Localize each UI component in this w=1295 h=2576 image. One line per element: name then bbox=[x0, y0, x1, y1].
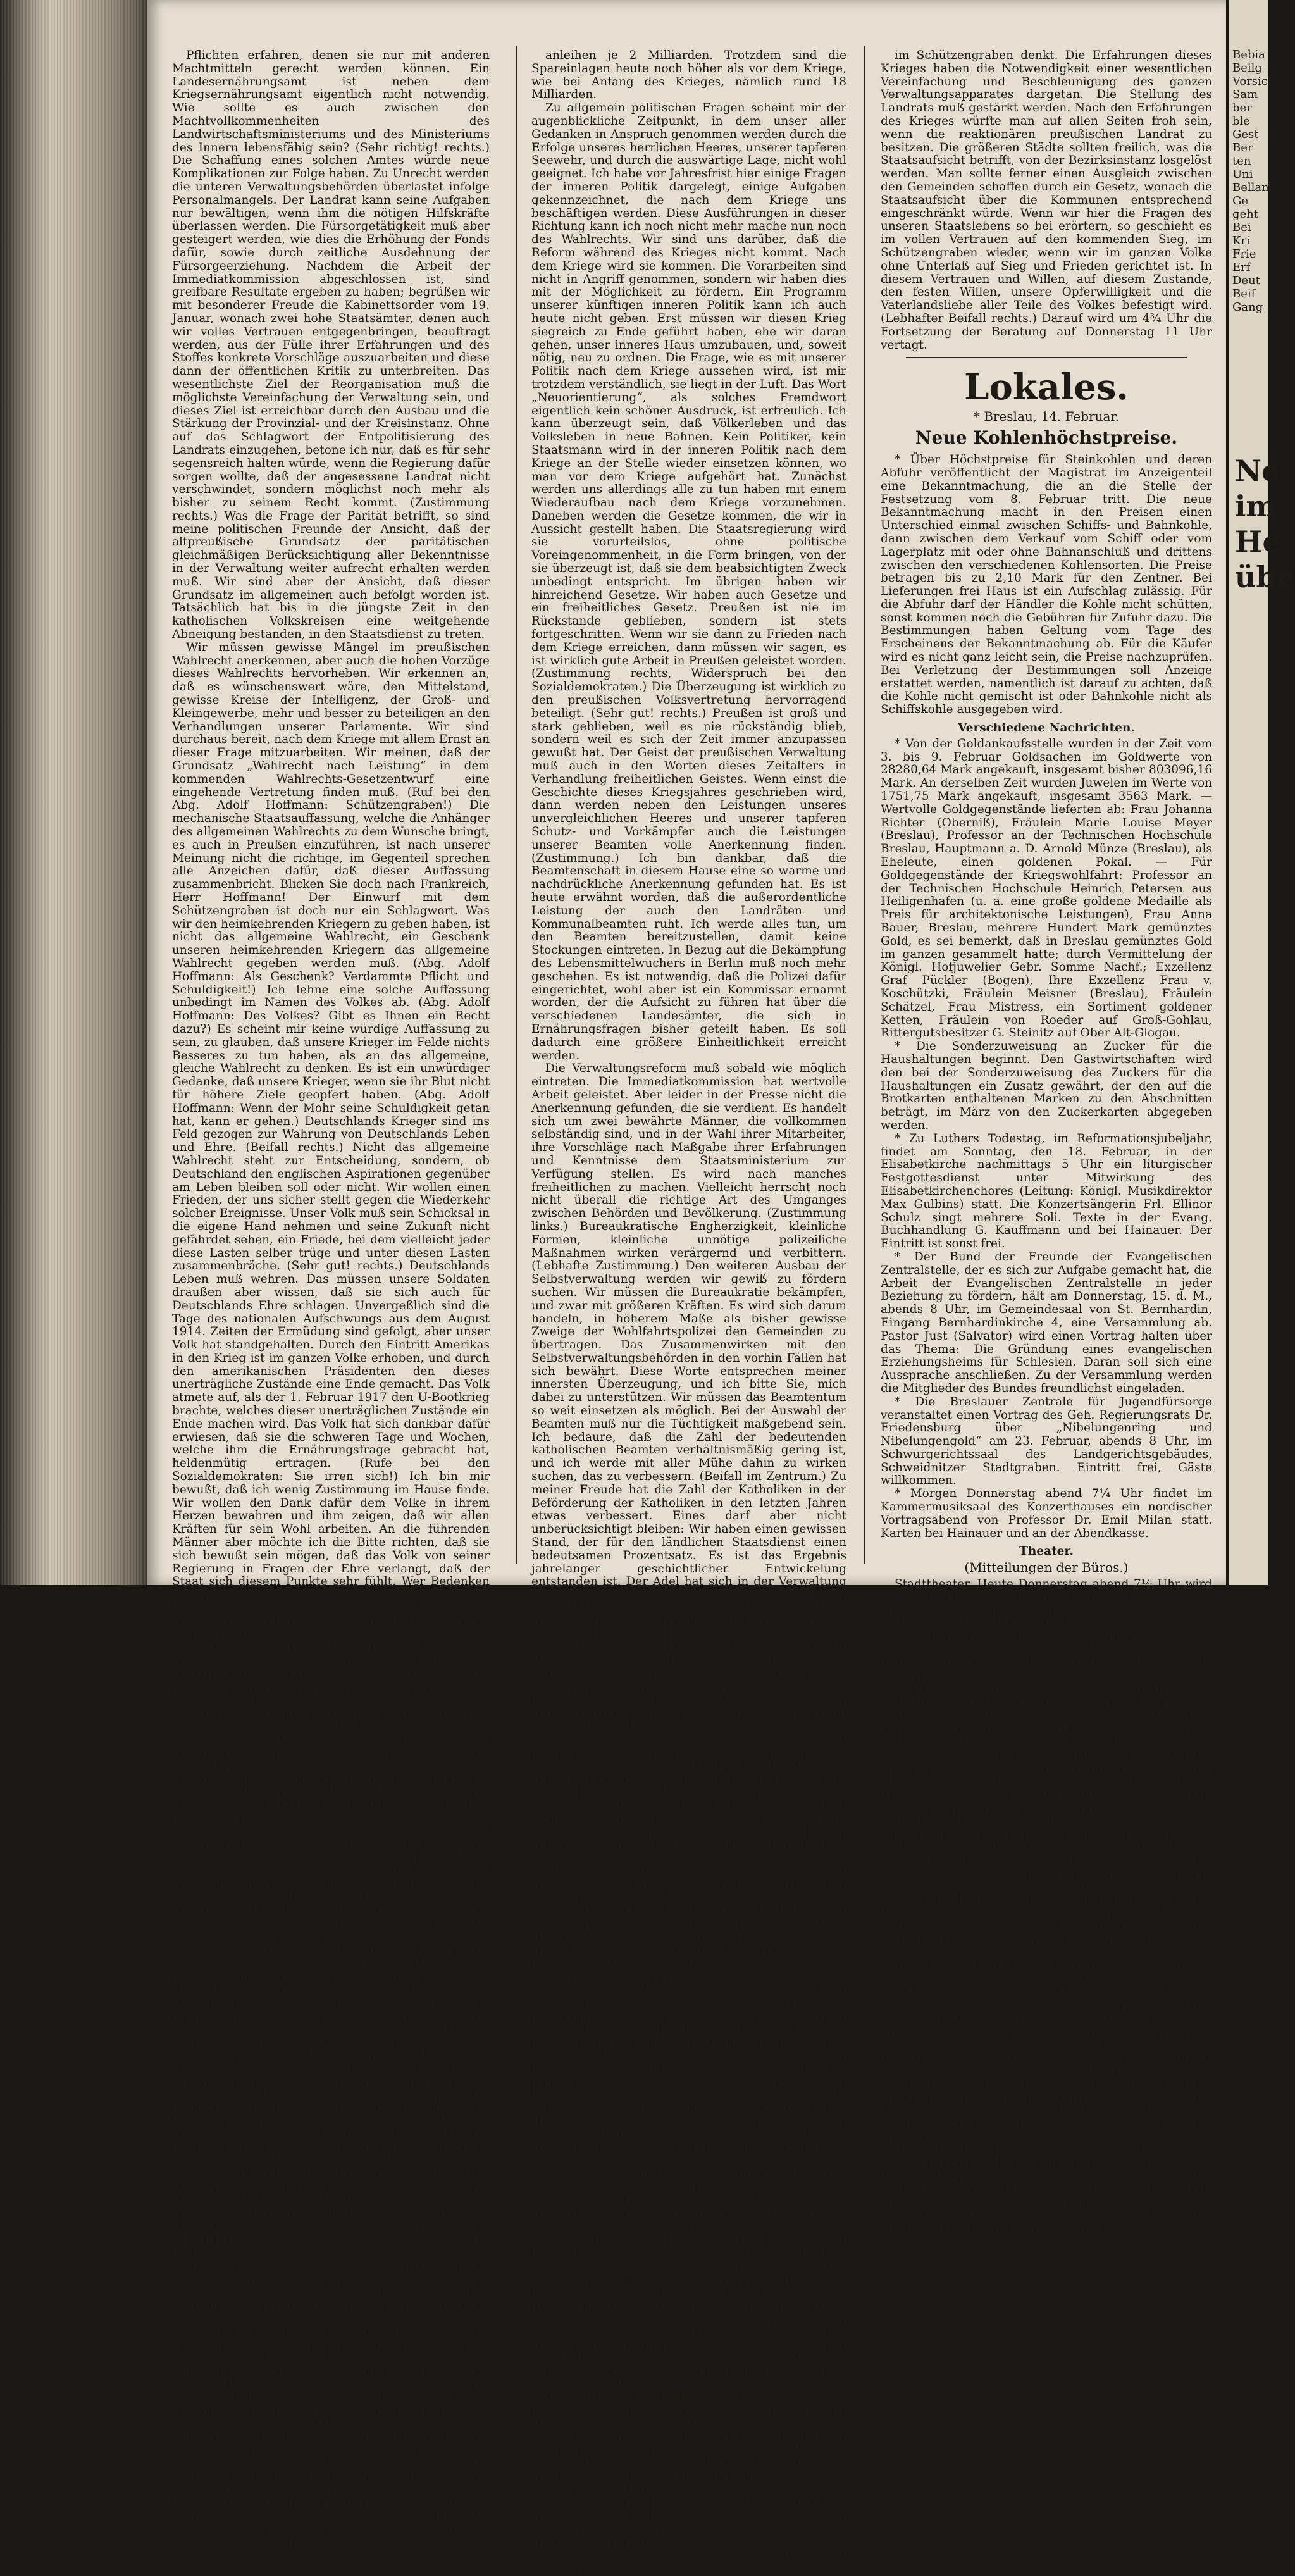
section-divider bbox=[906, 357, 1187, 358]
column-rule bbox=[864, 46, 865, 1564]
strip-line: Gest bbox=[1232, 128, 1259, 141]
paragraph: [Orchesterverein.] Das Frankfurter Vokalquartett, bestehend aus den Damen Emma Bellwidt, Mimi Zaller und den Herren Heinrich Kühlborn, Georg Nieratzki, das am Dienstag, den 17. Februar, im fünften Kammermusikabend des Breslauer Orchestervereins das Deutsche Volksliederspiel von Hermann bringt, wird alte, im vergangenen und gegenwärtigen Jahrhundert, Werke zu Gehör bringen. Der Zeitpunkt des Ereignisses ist ein Volksliederabend. — Im 6. Nachmittag-Symphonie-Konzert wirkt unter Leitung und unter Mitwirkung des Herrn Alfred Vog, Gesang Marie von Mozart, sowie Lieder am Klavier von Schumann und Wagner. Am Klavier Frau Käthe Strauch. bbox=[881, 1959, 1212, 2144]
strip-line: Erf bbox=[1232, 261, 1251, 274]
strip-line: ble bbox=[1232, 115, 1250, 128]
article-headline: Neue Kohlenhöchstpreise. bbox=[915, 427, 1178, 449]
strip-line: ber bbox=[1232, 101, 1252, 115]
news-item: * Von der Goldankaufsstelle wurden in der Zeit vom 3. bis 9. Februar Goldsachen im Goldwerte von 28280,64 Mark angekauft, insgesamt bisher 803096,16 Mark. An derselben Zeit wurden Juwelen im Werte von 1751,75 Mark angekauft, insgesamt 3563 Mark. — Wertvolle Goldgegenstände lieferten ab: Frau Johanna Richter (Oberniß), Fräulein Marie Louise Meyer (Breslau), Professor an der Technischen Hochschule Breslau, Hauptmann a. D. Arnold Münze (Breslau), als Eheleute, einen goldenen Pokal. — Für Goldgegenstände der Kriegswohlfahrt: Professor an der Technischen Hochschule Heinrich Petersen aus Heiligenhafen (u. a. eine große goldene Medaille als Preis für architektonische Leistungen), Frau Anna Bauer, Breslau, mehrere Hundert Mark gemünztes Gold, es sei bemerkt, daß in Breslau gemünztes Gold im ganzen gesammelt hatte; durch Vermittelung der Königl. Hofjuwelier Gebr. Somme Nachf.; Exzellenz Graf Pückler (Bogen), Ihre Exzellenz Frau v. Koschützki, Fräulein Meisner (Breslau), Fräulein Schätzel, Frau Mistress, ein Sortiment goldener Ketten, Fräulein von Roeder auf Groß-Gohlau, Rittergutsbesitzer G. Steinitz auf Ober Alt-Glogau. bbox=[881, 737, 1212, 1040]
theater-item: Stadttheater. Heute Donnerstag abend 7½ Uhr wird „Die Hugenotten“ gegeben. Morgen abend 7½ Uhr gelangt Verdis „Rigoletto“ und Sonnabend abend 7 Uhr „Lohengrin“ zur Aufführung. Für Sonntag abend 7 Uhr ist „Tannhäuser“ angesetzt. Montag 7½ Uhr Vereinsvorstellung „Othello“ und Dienstag abend 7½ Uhr zum ersten Male „Das höllische Gold“ von Julius Bittner. bbox=[881, 1577, 1212, 1683]
strip-heading: Ne bbox=[1235, 454, 1280, 488]
subsection-title: Verschiedene Nachrichten. bbox=[958, 721, 1135, 735]
paragraph: Die Verwaltungsreform muß sobald wie möglich eintreten. Die Immediatkommission hat wertvolle Arbeit geleistet. Aber leider in der Presse nicht die Anerkennung gefunden, die sie verdient. Es handelt sich um zwei bewährte Männer, die vollkommen selbständig sind, und in der Wahl ihrer Mitarbeiter, ihre Vorschläge nach Maßgabe ihrer Erfahrungen und Kenntnisse dem Staatsministerium zur Verfügung stellen. Es wird nach manches freiheitlichen zu machen. Vielleicht herrscht noch nicht überall die richtige Art des Umganges zwischen Behörden und Bevölkerung. (Zustimmung links.) Bureaukratische Engherzigkeit, kleinliche Formen, kleinliche unnötige polizeiliche Maßnahmen wirken verärgernd und verbittern. (Lebhafte Zustimmung.) Den weiteren Ausbau der Selbstverwaltung werden wir gewiß zu fördern suchen. Wir müssen die Bureaukratie bekämpfen, und zwar mit größeren Kräften. Es wird sich darum handeln, in höherem Maße als bisher gewisse Zweige der Wohlfahrtspolizei den Gemeinden zu übertragen. Das Zusammenwirken mit den Selbstverwaltungsbehörden in den vorhin Fällen hat sich bewährt. Diese Worte entsprechen meiner innersten Überzeugung, und ich bitte Sie, mich dabei zu unterstützen. Wir müssen das Beamtentum so weit einsetzen als möglich. Bei der Auswahl der Beamten muß nur die Tüchtigkeit maßgebend sein. Ich bedaure, daß die Zahl der bedeutenden katholischen Beamten verhältnismäßig gering ist, und ich werde mit aller Mühe dahin zu wirken suchen, das zu verbessern. (Beifall im Zentrum.) Zu meiner Freude hat die Zahl der Katholiken in der Beförderung der Katholiken in den letzten Jahren etwas verbessert. Eines darf aber nicht unberücksichtigt bleiben: Wir haben einen gewissen Stand, der für den ländlichen Staatsdienst einen bedeutsamen Prozentsatz. Es ist das Ergebnis jahrelanger geschichtlicher Entwickelung entstanden ist. Der Adel hat sich in der Verwaltung ausgezeichnet bewährt. Ein großer Anzahl von Verwaltungsbeamten rekrutiert sich aus Familien, die seit Jahrhunderten dem Staate Beamte geliefert haben. Aber trotzdem bleibt bestehen, daß vorurteilslose Gerechtigkeit walten muß, daß bei der Auswahl lediglich die Tüchtigkeit die maßgebende Grundlage sein muß. Man muß mit Gefühl der Dankbarkeit auf das preußische Beamtentum sehen, daß preußischen Staatseinrichtungen in den gewaltigen Stürmer der Zeit so glänzend bewährt haben. Wir können stolz sein auf das, was sie vor dem Kriege vorher im Frieden, was sie im Kriege geleistet. Das, was unsere ganze Welt im Widerstand leisten läßt. Die diejenigen Kräfte sein müssen, die für die Zukunft vorbehalten werden. Wenn die Erfahrungen dieses Krieges eine größere Zukunft wirken werden, dann wird die preußische Staatsverwaltung das hohe Werk unserer preußischen und deutschen monarchischen Staatseinrichtungen hervorbringen. Das hochherzige Friedensangebot der Zentralmächte ist von unseren Feinden in unerhörter Form und kaum glaublicher Verblendung zurückgewiesen worden. Die Antwort des Kaisers sprach über das deutsche Volk, und durch den Aufruf unseres Kaisers an den Armeebefehl und was das deutsche Volk. Das deutsche Volk wird der Mahnung des Kaisers folgen und wird ihm folgen. Unsere Feinde sind jetzt zu erkennen, daß wir Deutsche sind. (Lebhafter Beifall.) bbox=[531, 1062, 846, 1984]
paragraph: Abg. Frhr. v. Zedlitz (freikons.): Wenn im nächsten Wirtschaftsjahre eine andere Preispolitik zur Durchführung gelangt, die nicht von dem Wirtschaftsgesetze die Tendenz bestimmt ist, die Preise niedrig zu halten, so werden wir einen Schritt vorwärts gekommen sein. Wir müssen nunmehr den Preis festsetzen für die Kriegswirtschaft. Die Einrichtung eines preußischen Ernährungskommissars für die Kriegswirtschaft halten wir für sehr zweckmäßig. Wir gedenken, daß dieser neue Einrichtung der Einheit, in den Verfassung und in die innere Zusammenwirkung mit den Formen der Verfassung liegt. Mit der Kriegszeit abschließend, der des in den Stand setzt, den Krieg siegreich zu beendigen. Wenn von liberaler Seite jetzt im Reiche die Änderung eines parlamentarischen Systems verlangt wird, so müssen wir uns dagegen aufs entschiedenste wehren. Ich glaube aber, daß die Regierung von der Frage einer Verfassungsänderung, die durch 50 Jahre bewährte Erbe Bismarcks nicht aufgeben. Gerade wenn man den preußischen Einfluß schwächen würde, so würde man den Einfluß des Reiches schwächen. Deutschland würde dann in der Hauptsache ein Großpreußen sein. Ein solches Vorgehen würde dem Sinne der Reichsverfassung widersprechen. Die Äußerungen des Abg. Korfanty mit den Generalkommandos bei den Bundesstaaten schädigt werden. Solche Äußerungen jedenfalls mit äußerster Vorsicht und können in diesem Sinne nicht zur Wahrheit. Die Neuordnung der Wahlrechtsfrage kann auf keinen Fall während der Kriegszeit erfolgen. Sie muß und wird aber nach dem Kriege kommen, und ganz sicher sehr schwer zu lösen. Wir haben bei unserem Programm so ein Programm, neue, große Aufgaben und Bedürfnisse angezeigt sein. Die Kulturaufgaben, die der preußische Staat zu erfüllen hat, lassen sich nicht mit einer Willkür erreichen. Sie müssen wir ausüben, wie es uns zeigt. Wir sind verpflichtet, mitzuarbeiten für die Bedürfnisse. (Zuruf bei den Soz., Abg. Adolf Hoffmann.) Wir stehen für König und Vaterland in die Schanze geschlagen. Ich trage heute noch die Spuren davon an Hand und Kopf. Ich weiß, wie man bbox=[531, 1983, 846, 2576]
strip-heading: übe bbox=[1235, 560, 1295, 594]
strip-line: Beilg bbox=[1232, 61, 1262, 75]
subsection-subtitle: (Mitteilungen der Büros.) bbox=[964, 1560, 1129, 1576]
news-item: * Die Sonderzuweisung an Zucker für die Haushaltungen beginnt. Den Gastwirtschaften wird den bei der Sonderzuweisung des Zuckers für die Haushaltungen ein Zusatz gewährt, der den auf die Brotkarten enthaltenen Marken zu den Abschnitten beträgt, im März von den Zuckerkarten abgegeben werden. bbox=[881, 1040, 1212, 1132]
news-item: * Zu Luthers Todestag, im Reformationsjubeljahr, findet am Sonntag, den 18. Februar, in der Elisabetkirche nachmittags 5 Uhr ein liturgischer Festgottesdienst unter Mitwirkung des Elisabetkirchenchores (Leitung: Königl. Musikdirektor Max Gulbins) statt. Die Konzertsängerin Frl. Ellinor Schulz singt mehrere Soli. Texte in der Evang. Buchhandlung G. Kauffmann und bei Hainauer. Der Eintritt ist sonst frei. bbox=[881, 1131, 1212, 1251]
strip-line: Ber bbox=[1232, 141, 1253, 154]
news-item: * Die Breslauer Zentrale für Jugendfürsorge veranstaltet einen Vortrag des Geh. Regierungsrats Dr. Friedensburg über „Nibelungenring und Nibelungengold“ am 23. Februar, abends 8 Uhr, im Schwurgerichtssaal des Landgerichtsgebäudes, Schweidnitzer Stadtgraben. Eintritt frei, Gäste willkommen. bbox=[881, 1395, 1212, 1488]
strip-line: geht bbox=[1232, 208, 1259, 221]
theater-item: Schauspielhaus (Operettenbühne). Heute Donnerstag und Freitag: „Die lustigen Nibelungen“. Sonnabend: „Das Dreimäderlhaus“. Sonntag nachmittag „Die lustigen Nibelungen“, abends „Die Kaiserin“. bbox=[881, 1893, 1212, 1960]
paragraph: Minister des Innern von Loebell: Die Kriegsarbeit ist getragen von der zwingenden Notwendigkeit, daß jeder an seinem Teil mit dazu beitrage, diesen Krieg zu einem unserer Wohlfahrt und Sicherheit gewährleistenden Abschluß zu bringen. Es waren manche einschneidende Anordnungen notwendig, die die persönliche Freiheit vielfach beschränken. Wir haben dabei natürlich nach Möglichkeit den Verhältnissen der Erwerbstände Rechnung getragen. Auch jetzt sind wiederum neue Anordnungen notwendig geworden mit Rücksicht auf die Erschwerung der Kohlennot. Nachdem solche Maßnahmen immer in weiteren Kreisen sie unvermeidlich waren. Für das Theater- und Kinowesen sind einschneidende Zensurbestimmungen erlassen. Die dabei befolgten Grundsätze haben sich bewährt. Doch ist Theaterzensur ein wirkt hat, ein wirkt hat, ist die große Zahl der in Berlin verbotenen Stücke. Gegen das Plakatunwesen ist mit Erfolg eingeschritten worden. Sollte es auf dem Wege der Reichsgesetzgebung nicht gelingen, die Kino-Unternehmungen der Konzessionspflicht zu unterwerfen, so wird man den Weg der Reichsverordnung oder durch Polizeiverordnung oder durch Landesgesetz einschreiten können. Was das Berliner Leben anbetrifft, so hat man vielfach in der Kommission darüber geklagt, daß die Auswüchse unter der Berliner Bevölkerung in der Presse stark übertrieben sind. Die Berliner Bevölkerung hat sich dem Ernste der Zeit in ihrem Verhalten würdig angepaßt. Wir können die Auswüchse nicht der Berliner Bevölkerung zur Last legen, sondern vielfach den dielen Fremden, die sich in Berlin aufhalten. Durch Verordnung des Bundesrats ist ein allgemeiner Zusammenbruch des Hausbesitzes verhindert worden. Die Bundesratsverordnung, welche vor dem Kriege erlassen worden ist, hat sich bewährt. Der Richter wird es unter allen Umständen erhalten. Das Mietseinigungsamt muß, wenn sie notwendig sind, eine Stundung aussprechen. Es empfiehlt sich diese Gesetz befristet zu erlassen. Was die Hypothekennot angeht, so haben wir es hier zu tun mit Personen, die nicht durch das Gesetz geschützt sind; diese müssen wir durch Kredit zu helfen suchen; Realkredits lassen mir nach Kräften angelegen sein. Man hat darüber beklagt, daß die Mieteeinnahmen der Gemeinden abhängig gemacht worden sind von dem Mietsnachlaß der Grundbesitzer. Ich glaube nicht, daß in den Gemeinden nicht auf diesem Wege vor dieser Forderung Abstand genommen wird. Auf unsere Sparkassen können wir stolz sein: 8,7 Milliarden haben sie für die Kriegsanleihen gezeichnet, für die beiden letzten Kriegs- bbox=[172, 1825, 490, 2549]
column-1 bbox=[172, 49, 490, 2549]
adjacent-page-text bbox=[1229, 0, 1295, 595]
paragraph: anleihen je 2 Milliarden. Trotzdem sind die Spareinlagen heute noch höher als vor dem Kriege, wie bei Anfang des Krieges, nämlich rund 18 Milliarden. bbox=[531, 49, 846, 102]
news-item: * Morgen Donnerstag abend 7¼ Uhr findet im Kammermusiksaal des Konzerthauses ein nordischer Vortragsabend von Professor Dr. Emil Milan statt. Karten bei Hainauer und an der Abendkasse. bbox=[881, 1487, 1212, 1540]
strip-line: Bei bbox=[1232, 221, 1251, 234]
paragraph: Wir müssen gewisse Mängel im preußischen Wahlrecht anerkennen, aber auch die hohen Vorzüge dieses Wahlrechts hervorheben. Wir erkennen an, daß es wünschenswert wäre, den Mittelstand, gewisse Kreise der Intelligenz, der Groß- und Kleingewerbe, mehr und besser zu beteiligen an den Verhandlungen unserer Parlamente. Wir sind durchaus bereit, nach dem Kriege mit allem Ernst an dieser Frage mitzuarbeiten. Wir meinen, daß der Grundsatz „Wahlrecht nach Leistung“ in dem kommenden Wahlrechts-Gesetzentwurf eine eingehende Vertretung finden muß. (Ruf bei den Abg. Adolf Hoffmann: Schützengraben!) Die mechanische Staatsauffassung, welche die Anhänger des allgemeinen Wahlrechts zu dem Wunsche bringt, es auch in Preußen einzuführen, ist nach unserer Meinung nicht die richtige, im Gegenteil sprechen alle Anzeichen dafür, daß dieser Auffassung zusammenbricht. Blicken Sie doch nach Frankreich, Herr Hoffmann! Der Einwurf mit dem Schützengraben ist doch nur ein Schlagwort. Was wir den heimkehrenden Kriegern zu geben haben, ist nicht das allgemeine Wahlrecht, ein Geschenk unseren heimkehrenden Kriegern das allgemeine Wahlrecht gegeben werden muß. (Abg. Adolf Hoffmann: Als Geschenk? Verdammte Pflicht und Schuldigkeit!) Ich lehne eine solche Auffassung unbedingt im Namen des Volkes ab. (Abg. Adolf Hoffmann: Des Volkes? Gibt es Ihnen ein Recht dazu?) Es scheint mir keine würdige Auffassung zu sein, zu glauben, daß unsere Krieger im Felde nichts Besseres zu tun haben, als an das allgemeine, gleiche Wahlrecht zu denken. Es ist ein unwürdiger Gedanke, daß unsere Krieger, wenn sie ihr Blut nicht für höhere Ziele geopfert haben. (Abg. Adolf Hoffmann: Wenn der Mohr seine Schuldigkeit getan hat, kann er gehen.) Deutschlands Krieger sind ins Feld gezogen zur Wahrung von Deutschlands Leben und Ehre. (Beifall rechts.) Nicht das allgemeine Wahlrecht steht zur Entscheidung, sondern, ob Deutschland den englischen Aspirationen gegenüber am Leben bleiben soll oder nicht. Wir wollen einen Frieden, der uns sicher stellt gegen die Wiederkehr solcher Ereignisse. Unser Volk muß sein Schicksal in die eigene Hand nehmen und seine Zukunft nicht gefährdet sehen, ein Friede, bei dem vielleicht jeder diese Lasten selber trüge und unter diesen Lasten zusammenbräche. (Sehr gut! rechts.) Deutschlands Leben muß wehren. Das müssen unsere Soldaten draußen aber wissen, daß sie sich auch für Deutschlands Ehre schlagen. Unvergeßlich sind die Tage des nationalen Aufschwungs aus dem August 1914. Zeiten der Ermüdung sind gefolgt, aber unser Volk hat standgehalten. Durch den Eintritt Amerikas in den Krieg ist im ganzen Volke erhoben, und durch den amerikanischen Präsidenten den dieses unerträgliche Zustände eine Ende gemacht. Das Volk atmete auf, als der 1. Februar 1917 den U-Bootkrieg brachte, welches dieser unerträglichen Zustände ein Ende machen wird. Das Volk hat sich dankbar dafür erwiesen, daß sie die schweren Tage und Wochen, welche ihm die Ernährungsfrage gebracht hat, heldenmütig ertragen. (Rufe bei den Sozialdemokraten: Sie irren sich!) Ich bin mir bewußt, daß ich wenig Zustimmung im Hause finde. Wir wollen den Dank dafür dem Volke in ihrem Herzen bewahren und ihm zeigen, daß wir allen Kräften für sein Wohl arbeiten. An die führenden Männer aber möchte ich die Bitte richten, daß sie sich bewußt sein mögen, daß das Volk von seiner Regierung in Fragen der Ehre verlangt, daß der Staat sich diesem Punkte sehr fühlt. Wer Bedenken hat gegen einen Staatsmann, der den höchsten Begriffen von deutscher und preußischer Ehre in den gegenwärtigen Streitfragen nicht Rechnung trägt. Heil dem Staatsmann, der bereit ist, über die Schwierigkeiten der Stunde hinaus mit festem, unbeirrbarem Griff das Nötige zu tun, um Preußens und Deutschlands Ehre zu wahren, und mit aller Energie dem Volke den Sieg zu bringen, er wird Vertrauen haben und an allen Opfern Anspruch haben. Der Staatsmann, der dies gelingt, wird auch das größte Gut erwerben, das der Staat zu vergeben hat: das Vertrauen des Volkes. Vertrauen kann nicht in einem Augenblick erzeugt werden. Wenn den berechtigten Anforderungen des Volkes Rechnung getragen wird in der entscheidenden Stunde, der wird stets Vertrauen und wird Deutschland einer glücklichen Zukunft entgegenführen. (Lebhafter Beifall rechts.) bbox=[172, 640, 490, 1826]
strip-line: Beif bbox=[1232, 287, 1256, 301]
strip-line: Frie bbox=[1232, 247, 1256, 261]
book-binding bbox=[0, 0, 147, 1585]
newspaper-page bbox=[147, 0, 1226, 2576]
strip-line: Bellan bbox=[1232, 181, 1269, 194]
strip-line: Uni bbox=[1232, 168, 1253, 181]
paragraph: Zu allgemein politischen Fragen scheint mir der augenblickliche Zeitpunkt, in dem unser aller Gedanken in Anspruch genommen werden durch die Erfolge unseres herrlichen Heeres, unserer tapferen Seewehr, und durch die auswärtige Lage, nicht wohl geeignet. Ich habe vor Jahresfrist hier einige Fragen der inneren Politik dargelegt, einige Aufgaben gekennzeichnet, die nach dem Kriege uns beschäftigen werden. Diese Ausführungen in dieser Richtung kann ich noch nicht mehr mache nun noch des Wahlrechts. Wir sind uns darüber, daß die Reform während des Krieges nicht kommt. Nach dem Kriege wird sie kommen. Die Vorarbeiten sind nicht in Angriff genommen, sondern wir haben dies mit der Möglichkeit zu fördern. Ein Programm unserer künftigen inneren Politik kann ich auch heute nicht geben. Erst müssen wir diesen Krieg siegreich zu Ende geführt haben, ehe wir daran gehen, unser inneres Haus umzubauen, und, soweit nötig, neu zu ordnen. Die Frage, wie es mit unserer Politik nach dem Kriege aussehen wird, ist mir trotzdem verständlich, sie liegt in der Luft. Das Wort „Neuorientierung“, als solches Fremdwort eigentlich kein schöner Ausdruck, ist erfreulich. Ich kann überzeugt sein, daß Völkerleben und das Volksleben in neue Bahnen. Kein Politiker, kein Staatsmann wird in der inneren Politik nach dem Kriege an der Stelle wieder einsetzen können, wo man vor dem Kriege aufgehört hat. Zunächst werden uns allerdings alle zu tun haben mit einem Wiederaufbau nach dem Kriege vorzunehmen. Daneben werden die Gesetze kommen, die wir in Aussicht gestellt haben. Die Staatsregierung wird sie vorurteilslos, ohne politische Voreingenommenheit, in die Form bringen, von der sie überzeugt ist, daß sie dem beabsichtigten Zweck unbedingt entspricht. Im übrigen haben wir hinreichend Gesetze. Wir haben auch Gesetze und ein freiheitliches Gesetz. Preußen ist nie im Rückstande geblieben, sondern ist stets fortgeschritten. Wenn wir sie dann zu Frieden nach dem Kriege erreichen, dann müssen wir sagen, es ist wirklich gute Arbeit in Preußen geleistet worden. (Zustimmung rechts, Widerspruch bei den Sozialdemokraten.) Die Überzeugung ist wirklich zu den preußischen Volksvertretung hervorragend beteiligt. (Sehr gut! rechts.) Preußen ist groß und stark geblieben, weil es nie rückständig blieb, sondern weil es sich der Zeit immer anzupassen gewußt hat. Der Geist der preußischen Verwaltung muß auch in den Worten dieses Zeitalters in Verhandlung freiheitlichen Geistes. Wenn einst die Geschichte dieses Kriegsjahres geschrieben wird, dann werden neben den Leistungen unseres unvergleichlichen Heeres und unserer tapferen Schutz- und Vorkämpfer auch die Leistungen unserer Beamten volle Anerkennung finden. (Zustimmung.) Ich bin dankbar, daß die Beamtenschaft in diesem Hause eine so warme und nachdrückliche Anerkennung gefunden hat. Es ist heute erwähnt worden, daß die außerordentliche Leistung der auch den Landräten und Kommunalbeamten ruht. Ich werde alles tun, um den Beamten bereitzustellen, damit keine Stockungen eintreten. In Bezug auf die Bekämpfung des Lebensmittelwuchers in Berlin muß noch mehr geschehen. Es ist notwendig, daß die Polizei dafür eingerichtet, wohl aber ist ein Kommissar ernannt worden, der die Aufsicht zu führen hat über die verschiedenen Landesämter, die sich in Ernährungsfragen bisher geteilt haben. Es soll dadurch eine größere Einheitlichkeit erreicht werden. bbox=[531, 101, 846, 1062]
subsection-title: Theater. bbox=[1019, 1545, 1074, 1559]
strip-line: Kri bbox=[1232, 234, 1250, 247]
strip-line: Ge bbox=[1232, 194, 1249, 208]
section-title: Lokales. bbox=[964, 366, 1129, 409]
strip-heading: im bbox=[1235, 489, 1277, 523]
column-rule bbox=[516, 46, 517, 1564]
column-3 bbox=[881, 49, 1212, 2236]
strip-line: Bebia bbox=[1232, 48, 1265, 61]
strip-line: Sam bbox=[1232, 88, 1258, 101]
paragraph: Pflichten erfahren, denen sie nur mit anderen Machtmitteln gerecht werden können. Ein Landesernährungsamt ist neben dem Kriegsernährungsamt eigentlich nicht notwendig. Wie sollte es auch zwischen den Machtvollkommenheiten des Landwirtschaftsministeriums und des Ministeriums des Innern lebensfähig sein? (Sehr richtig! rechts.) Die Schaffung eines solchen Amtes würde neue Komplikationen zur Folge haben. Zu Unrecht werden die unteren Verwaltungsbehörden überlastet infolge Personalmangels. Der Landrat kann seine Aufgaben nur bewältigen, wenn ihm die nötigen Hilfskräfte überlassen werden. Die Fürsorgetätigkeit muß aber gesteigert werden, wie dies die Erhöhung der Fonds dafür, sowie durch zeitliche Ausdehnung der Fürsorgeerziehung. Nachdem die Arbeit der Immediatkommission abgeschlossen ist, sind greifbare Resultate ergeben zu haben; begrüßen wir mit besonderer Freude die Kabinettsorder vom 19. Januar, wonach zwei hohe Staatsämter, denen auch wir volles Vertrauen entgegenbringen, beauftragt werden, aus der Fülle ihrer Erfahrungen und des Stoffes konkrete Vorschläge auszuarbeiten und diese dann der öffentlichen Kritik zu unterbreiten. Das wesentlichste Ziel der Reorganisation muß die möglichste Vereinfachung der Verwaltung sein, und dieses Ziel ist erreichbar durch den Ausbau und die Stärkung der Provinzial- und der Kreisinstanz. Ohne auf das Schlagwort der Entpolitisierung des Landrats einzugehen, betone ich nur, daß es für sehr segensreich halten würde, wenn die Regierung dafür sorgen wollte, daß der angesessene Landrat nicht verschwindet, sondern möglichst noch mehr als bisher zu seinem Recht kommt. (Zustimmung rechts.) Was die Frage der Parität betrifft, so sind meine politischen Freunde der Ansicht, daß der altpreußische Grundsatz der paritätischen gleichmäßigen Berücksichtigung aller Bekenntnisse in der Verwaltung weiter aufrecht erhalten werden muß. Wir sind aber der Ansicht, daß dieser Grundsatz im allgemeinen auch befolgt worden ist. Tatsächlich hat bis in die jüngste Zeit in den katholischen Volkskreisen eine weitgehende Abneigung bestanden, in den Staatsdienst zu treten. bbox=[172, 49, 490, 642]
strip-heading: He bbox=[1235, 525, 1281, 559]
adjacent-page-strip bbox=[1226, 0, 1295, 1585]
theater-item: Lobetheater. Heute abend ½ 8 Uhr zum dritten Male „Liliom“, Vorstadtlegende in sieben Bildern von Franz Molnar. Freitag abend ½ 8 Uhr zum siebenten Male Ludwig Fuldas Lustspiel „Die verlorene Tochter“. Sonnabend abend „Der Leibgardist“, Komödie in drei Akten von Franz Molnar, in welchem Gustav Hartung die Hauptrolle spielt. In den anderen Hauptrollen sind die Damen Carla Holm und Valeska Stock und die Herren Michael Bohnen und Willy Wolf beschäftigt. Der Sonntag nachmittags 3 Uhr „In weißen Rößl“. bbox=[881, 1683, 1212, 1815]
strip-line: ten bbox=[1232, 154, 1251, 168]
dateline: * Breslau, 14. Februar. bbox=[973, 409, 1120, 425]
column-2 bbox=[531, 49, 846, 2576]
theater-item: Thaliatheater. Heute 7½ Uhr Abonnementsvorstellung Benedix' Lustspiel „Die zärtlichen Verwandten“. Freitag und Sonnabend abend „Was ihr wollt“ von Shakespeare. Sonntag nachmittag 3½ Uhr „Die Schmetterlingsschlacht“, abends „Heimat“ von Hermann Sudermann. bbox=[881, 1814, 1212, 1894]
paragraph: im Schützengraben denkt. Die Erfahrungen dieses Krieges haben die Notwendigkeit einer wesentlichen Vereinfachung und Beschleunigung des ganzen Verwaltungsapparates dargetan. Die Stellung des Landrats muß gestärkt werden. Nach den Erfahrungen des Krieges würfte man auf allen Seiten froh sein, wenn die reaktionären preußischen Landrat zu besitzen. Die größeren Städte sollten freilich, was die Staatsaufsicht betrifft, von der Bezirksinstanz losgelöst werden. Man sollte ferner einen Ausgleich zwischen den Gemeinden schaffen durch ein Gesetz, wonach die Staatsaufsicht über die Kommunen entsprechend eingeschränkt würde. Wenn wir hier die Fragen des unseren Staatslebens so bei erörtern, so geschieht es im vollen Vertrauen auf den kommenden Sieg, im Schützengraben wieder, wenn wir im ganzen Volke ohne Unterlaß auf Sieg und Frieden gerichtet ist. In diesem Vertrauen und Willen, auf diesem Zustande, den festen Willen, unsere Opferwilligkeit und die Vaterlandsliebe aller Teile des Volkes befestigt wird. (Lebhafter Beifall rechts.) Darauf wird um 4¾ Uhr die Fortsetzung der Beratung auf Donnerstag 11 Uhr vertagt. bbox=[881, 49, 1212, 352]
paragraph: * Über Höchstpreise für Steinkohlen und deren Abfuhr veröffentlicht der Magistrat im Anzeigenteil eine Bekanntmachung, die an die Stelle der Festsetzung vom 8. Februar tritt. Die neue Bekanntmachung macht in den Preisen einen Unterschied einmal zwischen Schiffs- und Bahnkohle, dann zwischen dem Verkauf vom Schiff oder vom Lagerplatz mit oder ohne Bahnanschluß und drittens zwischen den verschiedenen Kohlensorten. Die Preise betragen bis zu 2,10 Mark für den Zentner. Bei Lieferungen frei Haus ist ein Aufschlag zulässig. Für die Abfuhr darf der Händler die Kohle nicht schütten, sonst kommen noch die Gebühren für Zufuhr dazu. Die Bestimmungen haben Geltung vom Tage des Erscheinens der Bekanntmachung ab. Für die Käufer wird es nicht ganz leicht sein, die Preise nachzuprüfen. Bei Verletzung der Bestimmungen soll Anzeige erstattet werden, namentlich ist darauf zu achten, daß die Kohle nicht gemischt ist oder Bahnkohle nicht als Schiffskohle ausgegeben wird. bbox=[881, 453, 1212, 717]
strip-line: Deut bbox=[1232, 274, 1260, 287]
strip-line: Vorsich bbox=[1232, 75, 1275, 88]
strip-line: Gang bbox=[1232, 301, 1263, 314]
news-item: * Der Bund der Freunde der Evangelischen Zentralstelle, der es sich zur Aufgabe gemacht hat, die Arbeit der Evangelischen Zentralstelle in jeder Beziehung zu fördern, hält am Donnerstag, 15. d. M., abends 8 Uhr, im Gemeindesaal von St. Bernhardin, Eingang Bernhardinkirche 4, eine Versammlung ab. Pastor Just (Salvator) wird einen Vortrag halten über das Thema: Die Gründung eines evangelischen Erziehungsheims für Schlesien. Daran soll sich eine Aussprache anschließen. Zu der Versammlung werden die Mitglieder des Bundes freundlichst eingeladen. bbox=[881, 1250, 1212, 1395]
paragraph: [Tauentzientheater.] Heute ist eine Verwundetenvorstellung im Tauentzientheater, die Firma hat an der Vorstellung mehr als 500 Soldaten teilnehmen. Auf einige Offiziere der Kommandantur, der für die Vorführung der Filmaufnahmen aus der Schlacht an der Somme und der Vorführung hatten ihre Freude an dem lustigen Lustspiel. bbox=[881, 2143, 1212, 2236]
